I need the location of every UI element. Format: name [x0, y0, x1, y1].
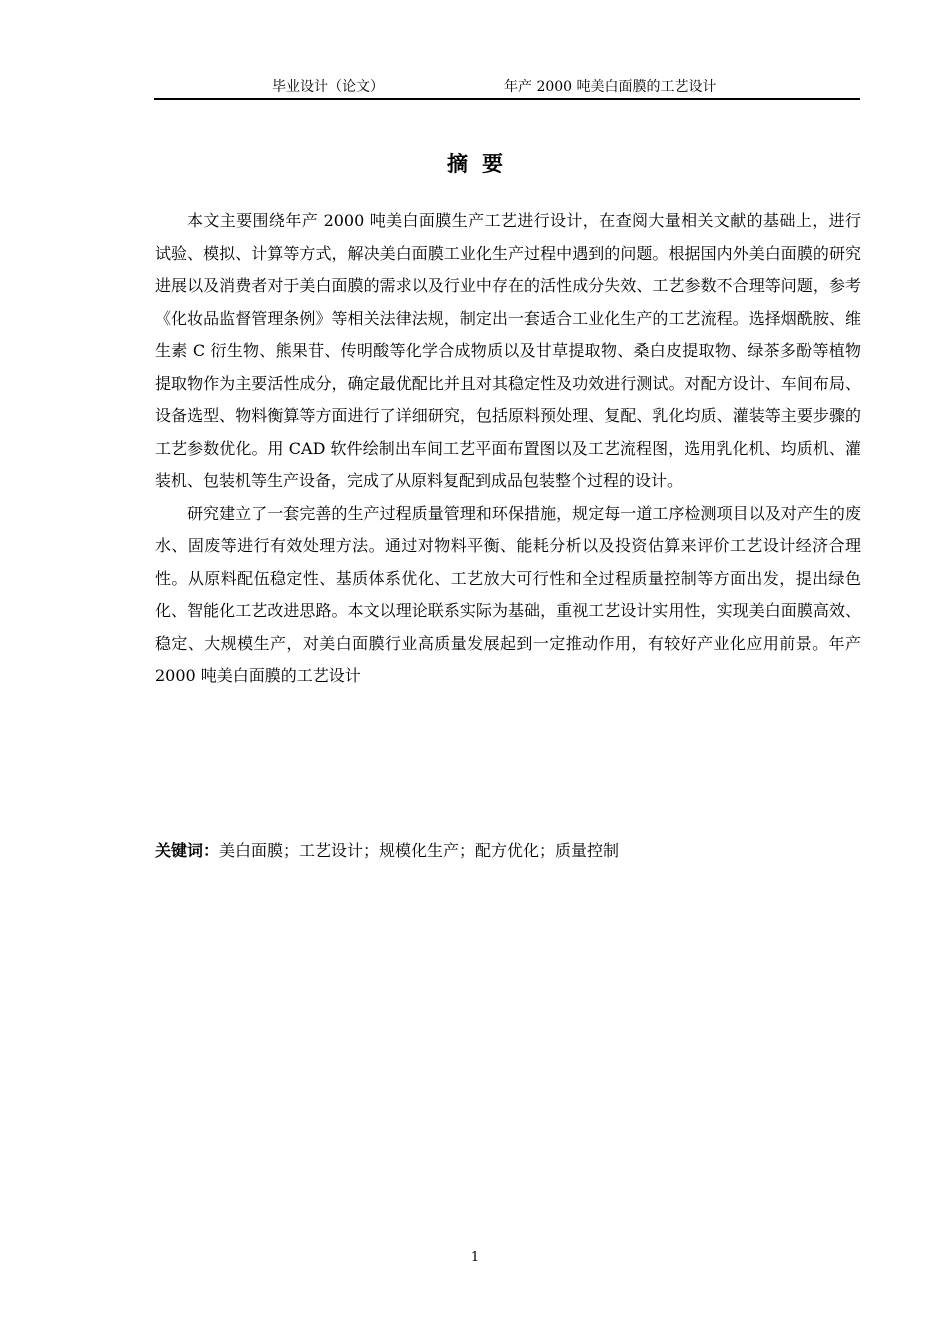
header-thesis-label: 毕业设计（论文）: [272, 79, 384, 95]
abstract-title: 摘要: [447, 151, 517, 176]
header-thesis-title: 年产 2000 吨美白面膜的工艺设计: [504, 79, 717, 95]
keywords-value: 美白面膜；工艺设计；规模化生产；配方优化；质量控制: [219, 841, 620, 860]
abstract-paragraph-2: 研究建立了一套完善的生产过程质量管理和环保措施，规定每一道工序检测项目以及对产生的废水、固废等进行有效处理方法。通过对物料平衡、能耗分析以及投资估算来评价工艺设计经济合理性。从原料配伍稳定性、基质体系优化、工艺放大可行性和全过程质量控制等方面出发，提出绿色化、智能化工艺改进思路。本文以理论联系实际为基础，重视工艺设计实用性，实现美白面膜高效、稳定、大规模生产，对美白面膜行业高质量发展起到一定推动作用，有较好产业化应用前景。年产 2000 吨美白面膜的工艺设计: [155, 503, 861, 685]
page-header: [154, 76, 860, 98]
keywords-label: 关键词：: [155, 841, 220, 860]
abstract-paragraph-1: 本文主要围绕年产 2000 吨美白面膜生产工艺进行设计，在查阅大量相关文献的基础上，进行试验、模拟、计算等方式，解决美白面膜工业化生产过程中遇到的问题。根据国内外美白面膜的研究进展以及消费者对于美白面膜的需求以及行业中存在的活性成分失效、工艺参数不合理等问题，参考《化妆品监督管理条例》等相关法律法规，制定出一套适合工业化生产的工艺流程。选择烟酰胺、维生素 C 衍生物、熊果苷、传明酸等化学合成物质以及甘草提取物、桑白皮提取物、绿茶多酚等植物提取物作为主要活性成分，确定最优配比并且对其稳定性及功效进行测试。对配方设计、车间布局、设备选型、物料衡算等方面进行了详细研究，包括原料预处理、复配、乳化均质、灌装等主要步骤的工艺参数优化。用 CAD 软件绘制出车间工艺平面布置图以及工艺流程图，选用乳化机、均质机、灌装机、包装机等生产设备，完成了从原料复配到成品包装整个过程的设计。: [155, 211, 861, 490]
page-number: 1: [470, 1250, 480, 1265]
header-divider: [154, 98, 860, 100]
abstract-body: [155, 205, 861, 693]
keywords-line: [155, 837, 861, 865]
